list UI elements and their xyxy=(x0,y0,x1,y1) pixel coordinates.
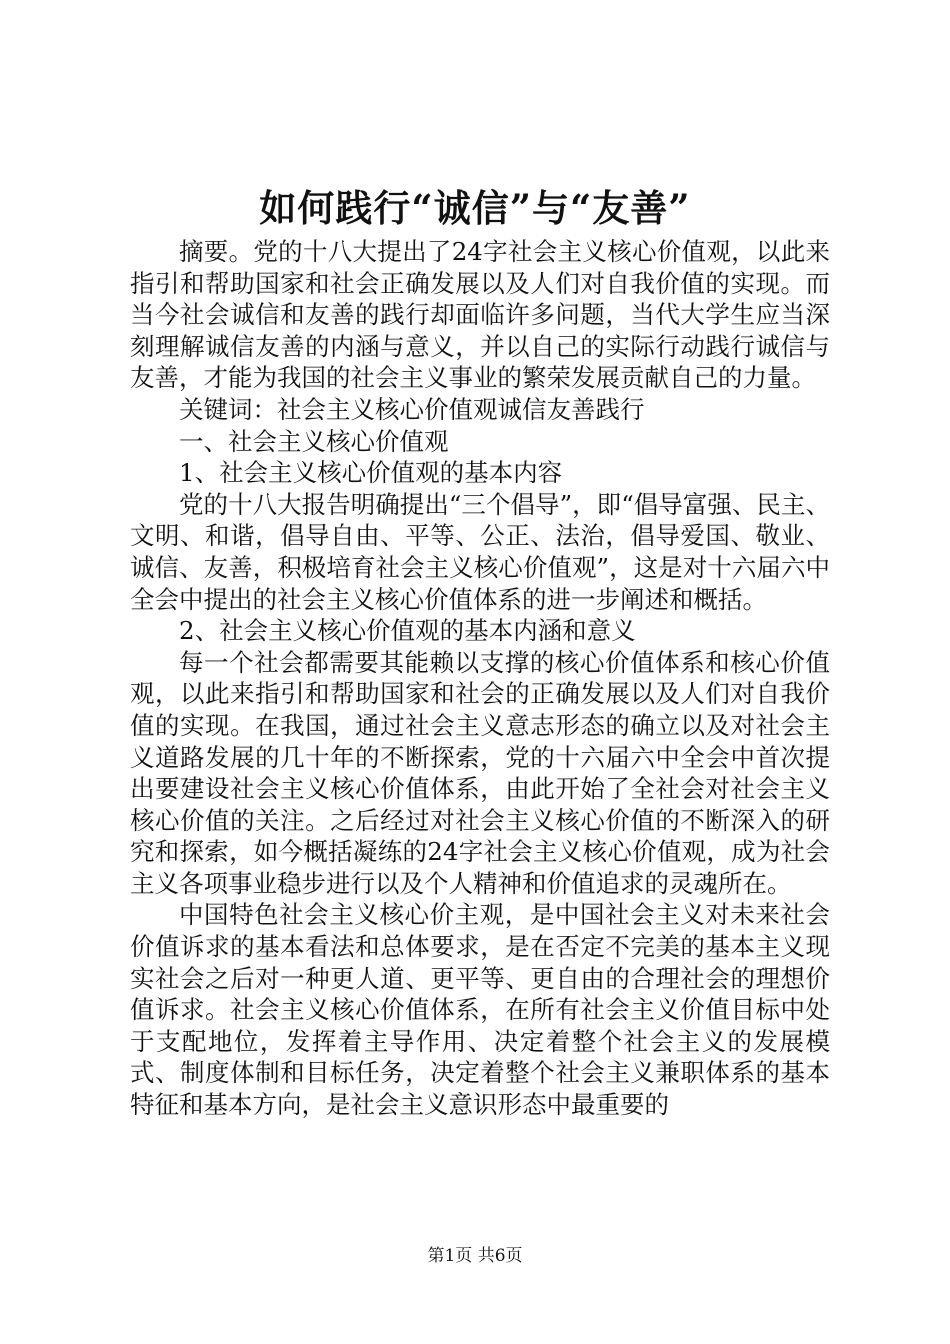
document-title: 如何践行“诚信”与“友善” xyxy=(259,186,691,230)
document-body xyxy=(130,236,830,1121)
body-paragraph-content: 党的十八大报告明确提出“三个倡导”，即“倡导富强、民主、文明、和谐，倡导自由、平等、公正、法治，倡导爱国、敬业、诚信、友善，积极培育社会主义核心价值观”，这是对十六届六中全会中提出的社会主义核心价值体系的进一步阐述和概括。 xyxy=(130,489,830,614)
abstract-paragraph: 摘要。党的十八大提出了24字社会主义核心价值观，以此来指引和帮助国家和社会正确发展以及人们对自我价值的实现。而当今社会诚信和友善的践行却面临许多问题，当代大学生应当深刻理解诚信友善的内涵与意义，并以自己的实际行动践行诚信与友善，才能为我国的社会主义事业的繁荣发展贡献自己的力量。 xyxy=(130,237,830,393)
body-paragraph-characteristics: 中国特色社会主义核心价主观，是中国社会主义对未来社会价值诉求的基本看法和总体要求，是在否定不完美的基本主义现实社会之后对一种更人道、更平等、更自由的合理社会的理想价值诉求。社会主义核心价值体系，在所有社会主义价值目标中处于支配地位，发挥着主导作用、决定着整个社会主义的发展模式、制度体制和目标任务，决定着整个社会主义兼职体系的基本特征和基本方向，是社会主义意识形态中最重要的 xyxy=(130,900,830,1120)
body-paragraph-meaning: 每一个社会都需要其能赖以支撑的核心价值体系和核心价值观，以此来指引和帮助国家和社会的正确发展以及人们对自我价值的实现。在我国，通过社会主义意志形态的确立以及对社会主义道路发展的几十年的不断探索，党的十六届六中全会中首次提出要建设社会主义核心价值体系，由此开始了全社会对社会主义核心价值的关注。之后经过对社会主义核心价值的不断深入的研究和探索，如今概括凝练的24字社会主义核心价值观，成为社会主义各项事业稳步进行以及个人精神和价值追求的灵魂所在。 xyxy=(130,647,830,898)
keywords-paragraph: 关键词：社会主义核心价值观诚信友善践行 xyxy=(179,394,645,424)
section-heading-1: 一、社会主义核心价值观 xyxy=(179,426,449,456)
subsection-heading-1-1: 1、社会主义核心价值观的基本内容 xyxy=(179,458,563,488)
subsection-heading-1-2: 2、社会主义核心价值观的基本内涵和意义 xyxy=(179,616,636,646)
page-number: 第1页 共6页 xyxy=(427,1246,523,1266)
